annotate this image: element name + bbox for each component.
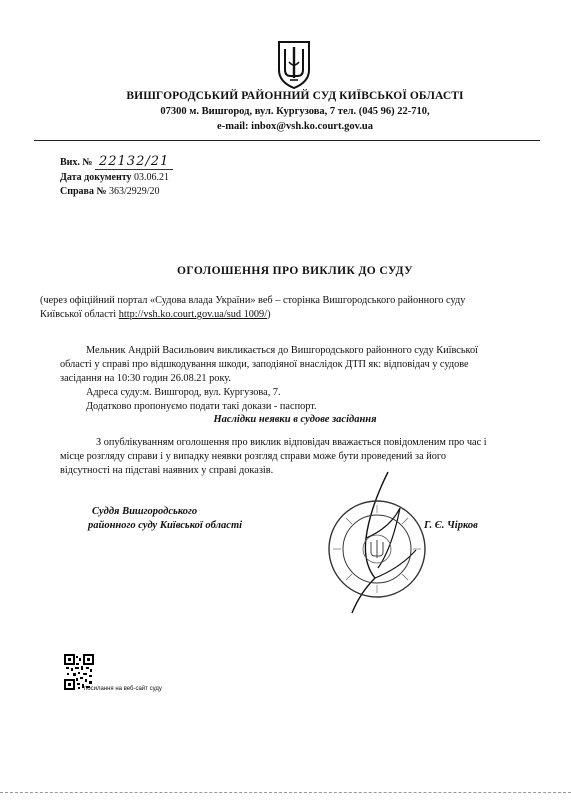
coat-of-arms-icon — [276, 40, 312, 90]
case-number — [60, 186, 160, 197]
judge-title-line-1: Суддя Вишгородського — [92, 506, 198, 517]
summons-line-1: Мельник Андрій Васильович викликається до Вишгородського районного суду Київської — [86, 345, 478, 356]
header-divider — [34, 140, 540, 141]
court-address-line: Адреса суду:м. Вишгород, вул. Кургузова, 7. — [86, 387, 281, 398]
evidence-line: Додатково пропонуємо подати такі докази - паспорт. — [86, 401, 317, 412]
bottom-edge-marks — [0, 792, 571, 793]
court-website-link[interactable]: http://vsh.ko.court.gov.ua/sud 1009/ — [118, 309, 268, 320]
court-seal-stamp — [326, 498, 428, 600]
qr-caption: посилання на веб-сайт суду — [84, 686, 162, 692]
intro-text: Київської області — [40, 309, 119, 320]
intro-line-1: (через офіційний портал «Судова влада України» веб – сторінка Вишгородського районного суду — [40, 295, 466, 306]
document-date-label: Дата документу — [60, 172, 132, 183]
document-date-value: 03.06.21 — [134, 172, 169, 183]
judge-name: Г. Є. Чірков — [424, 520, 478, 531]
case-number-label: Справа № — [60, 186, 107, 197]
notice-title: ОГОЛОШЕННЯ ПРО ВИКЛИК ДО СУДУ — [177, 265, 413, 277]
case-number-value: 363/2929/20 — [109, 186, 160, 197]
court-name: ВИШГОРОДСЬКИЙ РАЙОННИЙ СУД КИЇВСЬКОЇ ОБЛАСТІ — [126, 90, 464, 102]
summons-line-3: засідання на 10:30 годин 26.08.21 року. — [60, 373, 232, 384]
intro-line-2 — [40, 308, 550, 322]
judge-title-line-2: районного суду Київської області — [88, 520, 243, 531]
outgoing-label: Вих. № — [60, 157, 93, 168]
consequences-heading: Наслідки неявки в судове засідання — [213, 414, 377, 425]
court-address: 07300 м. Вишгород, вул. Кургузова, 7 тел. (045 96) 22-710, — [160, 106, 430, 117]
qr-code[interactable] — [64, 654, 94, 690]
consequence-line-1: З опублікуванням оголошення про виклик відповідач вважається повідомленим про час і — [96, 437, 487, 448]
court-email[interactable]: e-mail: inbox@vsh.ko.court.gov.ua — [217, 121, 373, 132]
outgoing-value-handwritten: 22132/21 — [95, 154, 173, 170]
outgoing-number — [60, 154, 173, 169]
document-date — [60, 172, 169, 183]
consequence-line-3: відсутності на підставі наявних у справі доказів. — [60, 465, 274, 476]
intro-end: ) — [267, 309, 271, 320]
consequence-line-2: місце розгляду справи і у випадку неявки розгляд справи може бути проведений за його — [60, 451, 446, 462]
summons-line-2: області у справі про відшкодування шкоди, заподіяної внаслідок ДТП як: відповідач у судове — [60, 359, 469, 370]
